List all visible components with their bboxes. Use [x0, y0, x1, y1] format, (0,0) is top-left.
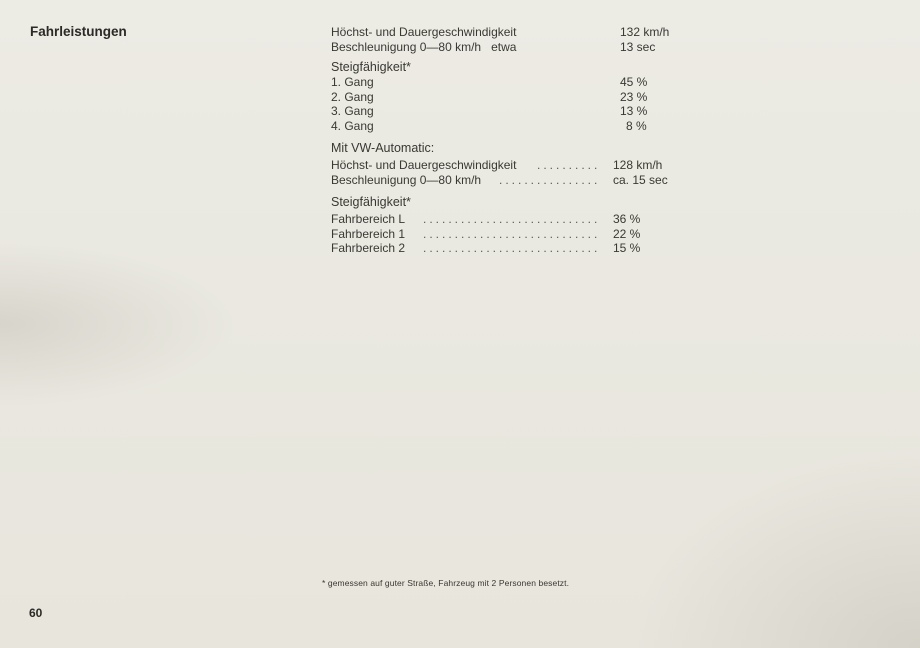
range-label: Fahrbereich 1: [331, 226, 406, 241]
spec-label: Höchst- und Dauergeschwindigkeit: [331, 158, 517, 172]
leader-dots: ............................: [423, 241, 601, 255]
auto-row-acceleration: [331, 173, 681, 188]
gear-label: 4. Gang: [331, 118, 374, 133]
gear-label: 3. Gang: [331, 104, 374, 118]
automatic-climbing-heading: Steigfähigkeit*: [331, 195, 411, 209]
range-value: 36 %: [613, 212, 641, 226]
gear-row: [331, 104, 681, 119]
range-row: [331, 227, 681, 242]
range-row: [331, 212, 681, 227]
range-row: [331, 241, 681, 256]
climbing-heading: Steigfähigkeit*: [331, 60, 411, 74]
gear-label: 1. Gang: [331, 75, 374, 89]
gear-row: [331, 90, 681, 105]
gear-row: [331, 75, 681, 90]
spec-label: Höchst- und Dauergeschwindigkeit: [331, 25, 517, 39]
gear-value: 45 %: [620, 75, 648, 89]
spec-label: Beschleunigung 0—80 km/h etwa: [331, 39, 517, 54]
leader-dots: ............................: [423, 212, 601, 226]
gear-value: 13 %: [620, 104, 648, 118]
gear-value: 8 %: [626, 118, 647, 133]
spec-label: Beschleunigung 0—80 km/h: [331, 172, 482, 187]
gear-value: 23 %: [620, 89, 648, 104]
footnote: * gemessen auf guter Straße, Fahrzeug mit 2 Personen besetzt.: [322, 578, 570, 588]
section-title: Fahrleistungen: [30, 24, 127, 39]
spec-value: 132 km/h: [620, 25, 670, 39]
page-number: 60: [29, 606, 43, 620]
leader-dots: ............................: [423, 226, 601, 241]
spec-row-acceleration: [331, 40, 681, 55]
spec-value: 128 km/h: [613, 158, 663, 172]
spec-value: ca. 15 sec: [613, 172, 668, 187]
range-value: 15 %: [613, 241, 641, 255]
specs-block: [331, 25, 681, 256]
leader-dots: ..........: [537, 158, 601, 172]
gear-label: 2. Gang: [331, 89, 374, 104]
range-label: Fahrbereich 2: [331, 241, 406, 255]
leader-dots: ................: [499, 172, 601, 187]
gear-row: [331, 119, 681, 134]
spec-value: 13 sec: [620, 39, 656, 54]
auto-row-top-speed: [331, 158, 681, 173]
range-label: Fahrbereich L: [331, 212, 406, 226]
range-value: 22 %: [613, 226, 641, 241]
automatic-heading: Mit VW-Automatic:: [331, 141, 435, 155]
spec-row-top-speed: [331, 25, 681, 40]
